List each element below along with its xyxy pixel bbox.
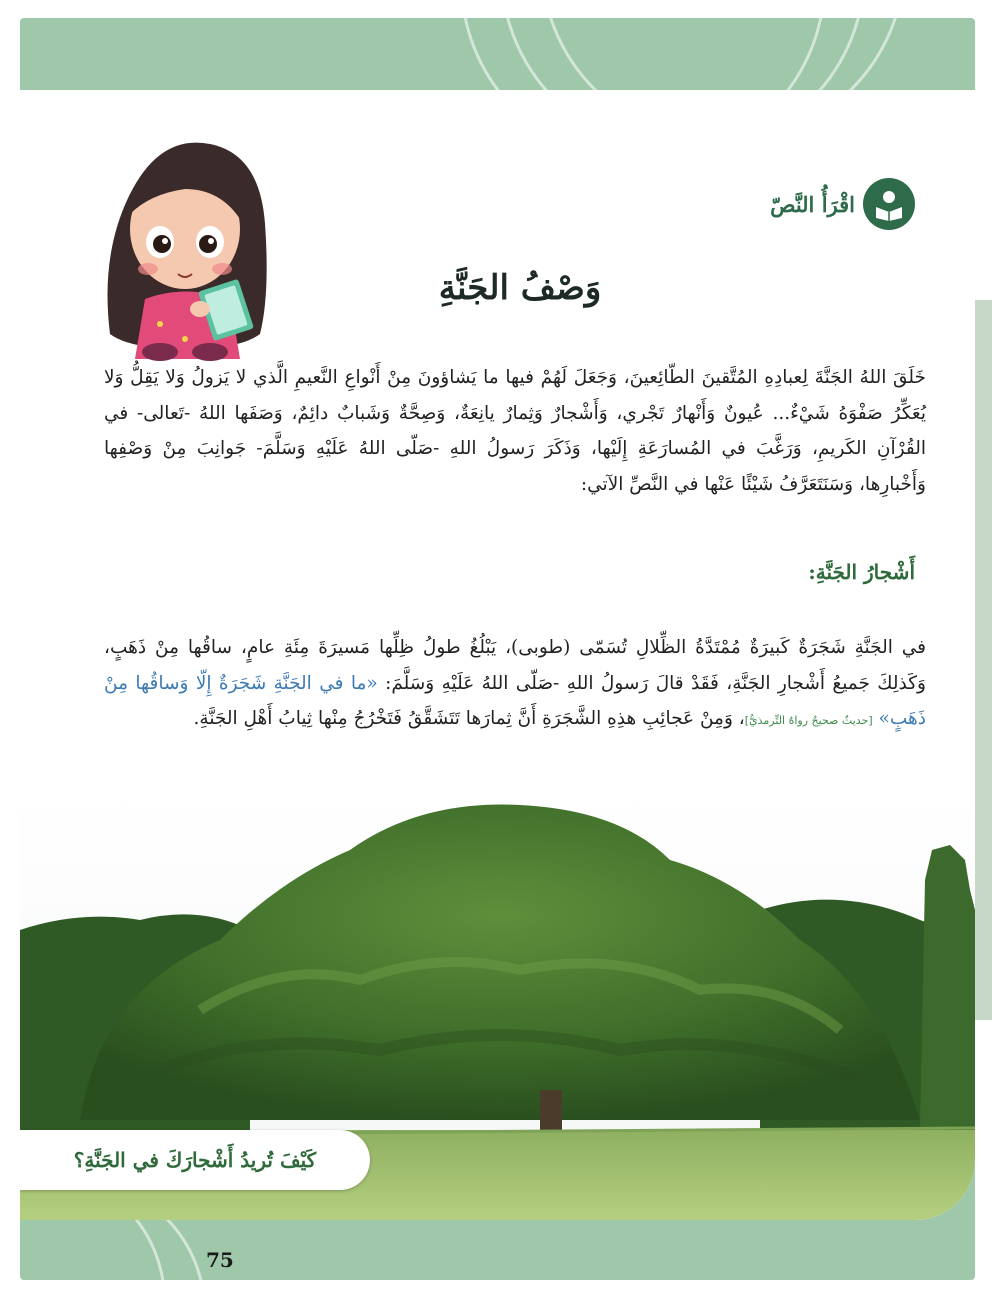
trees-paragraph <box>104 630 926 739</box>
trees-subheading: أَشْجارُ الجَنَّةِ: <box>808 560 915 584</box>
question-text: كَيْفَ تُريدُ أَشْجارَكَ في الجَنَّةِ؟ <box>73 1148 317 1172</box>
question-box <box>20 1130 370 1190</box>
reading-child-icon <box>863 178 915 230</box>
reading-girl-illustration <box>90 134 280 364</box>
section-title: اقْرَأُ النَّصّ <box>770 191 855 217</box>
side-edge-strip <box>975 300 992 1020</box>
content-panel <box>20 90 975 1220</box>
paragraph-text-part1: في الجَنَّةِ شَجَرَةٌ كَبيرَةٌ مُمْتَدَّةُ الظِّلالِ تُسَمّى (طوبى)، يَبْلُغُ طولُ ظِلِّها مَسيرَةَ مِئَةِ عامٍ، ساقُها مِنْ ذَهَبٍ، وَكَذلِكَ جَميعُ أَشْجارِ الجَنَّةِ، فَقَدْ قالَ رَسولُ اللهِ -صَلّى اللهُ عَلَيْهِ وَسَلَّمَ: <box>104 637 926 694</box>
page-frame <box>20 18 975 1280</box>
intro-paragraph: خَلَقَ اللهُ الجَنَّةَ لِعبادِهِ المُتَّقينَ الطّائِعينَ، وَجَعَلَ لَهُمْ فيها ما يَشاؤونَ مِنْ أَنْواعِ النَّعيمِ الَّذي لا يَزولُ وَلا يَقِلُّ وَلا يُعَكِّرُ صَفْوَهُ شَيْءٌ... عُيونٌ وَأَنْهارٌ تَجْري، وَأَشْجارٌ وَثِمارٌ يانِعَةٌ، وَصِحَّةٌ وَشَبابٌ دائِمٌ، وَصَفَها اللهُ -تَعالى- في القُرْآنِ الكَريمِ، وَرَغَّبَ في المُسارَعَةِ إِلَيْها، وَذَكَرَ رَسولُ اللهِ -صَلّى اللهُ عَلَيْهِ وَسَلَّمَ- جَوانِبَ مِنْ وَصْفِها وَأَخْبارِها، وَسَنَتَعَرَّفُ شَيْئًا عَنْها في النَّصِّ الآتي: <box>104 367 926 495</box>
page-number: 75 <box>206 1248 234 1272</box>
hadith-source: [حديثٌ صحيحٌ رواهُ التِّرمذيُّ] <box>744 714 873 727</box>
paragraph-text-part2: ، وَمِنْ عَجائِبِ هذِهِ الشَّجَرَةِ أَنَّ ثِمارَها تَتَشَقَّقُ فَتَخْرُجُ مِنْها ثِيابُ أَهْلِ الجَنَّةِ. <box>193 708 745 729</box>
page-title: وَصْفُ الجَنَّةِ <box>438 268 602 308</box>
section-label <box>770 178 915 230</box>
hadith-quote: «ما في الجَنَّةِ شَجَرَةٌ إِلّا وَساقُها مِنْ ذَهَبٍ» <box>104 672 926 729</box>
